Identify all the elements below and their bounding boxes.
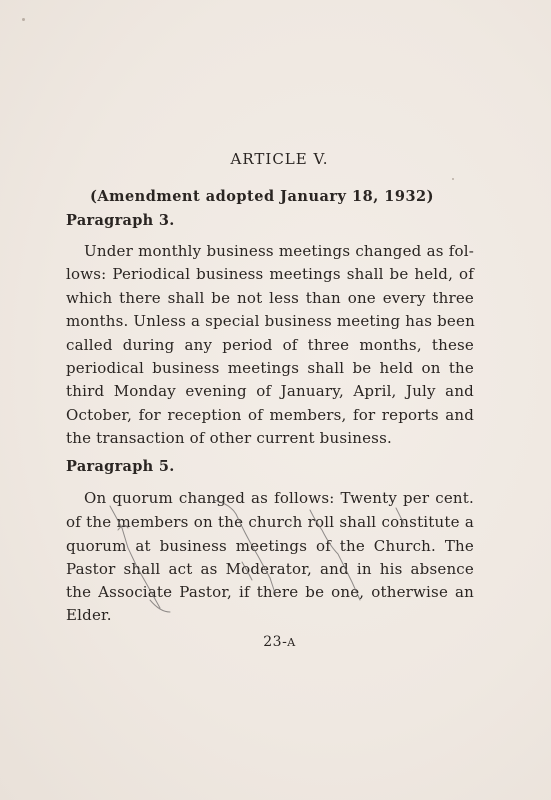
paragraph-3-line: Under monthly business meetings changed as fol-	[84, 242, 474, 260]
paragraph-3-line: lows: Periodical business meetings shall be held, of	[66, 265, 474, 283]
paragraph-5-line: Pastor shall act as Moderator, and in his absence	[66, 560, 474, 578]
paragraph-5-line: quorum at business meetings of the Church. The	[66, 537, 474, 555]
pencil-mark	[396, 508, 404, 524]
paragraph-3-line: called during any period of three months, these	[66, 336, 474, 354]
paragraph-3-line: months. Unless a special business meeting has been	[66, 312, 475, 330]
page-number-main: 23-	[263, 634, 288, 650]
pencil-mark	[110, 506, 160, 608]
paragraph-5-line: of the members on the church roll shall constitute a	[66, 513, 474, 531]
pencil-mark	[310, 510, 360, 600]
pencil-mark	[242, 562, 252, 580]
paragraph-5-line: Elder.	[66, 606, 112, 624]
pencil-mark	[150, 600, 170, 612]
article-title: ARTICLE V.	[230, 150, 329, 168]
page-number	[0, 634, 551, 650]
paragraph-3-heading: Paragraph 3.	[66, 212, 175, 229]
paragraph-5-line: On quorum changed as follows: Twenty per cent.	[84, 489, 474, 507]
paragraph-3-line: third Monday evening of January, April, July and	[66, 382, 474, 400]
paragraph-3-line: the transaction of other current business.	[66, 429, 392, 447]
amendment-note: (Amendment adopted January 18, 1932)	[90, 188, 435, 205]
pencil-mark	[214, 500, 276, 596]
pencil-mark	[118, 525, 128, 530]
paragraph-5-line: the Associate Pastor, if there be one, otherwise an	[66, 583, 474, 601]
paragraph-3-line: which there shall be not less than one every three	[66, 289, 474, 307]
page-number-suffix: A	[287, 636, 296, 649]
paragraph-3-line: October, for reception of members, for reports and	[66, 406, 474, 424]
paragraph-5-heading: Paragraph 5.	[66, 458, 175, 475]
paragraph-3-line: periodical business meetings shall be held on the	[66, 359, 474, 377]
